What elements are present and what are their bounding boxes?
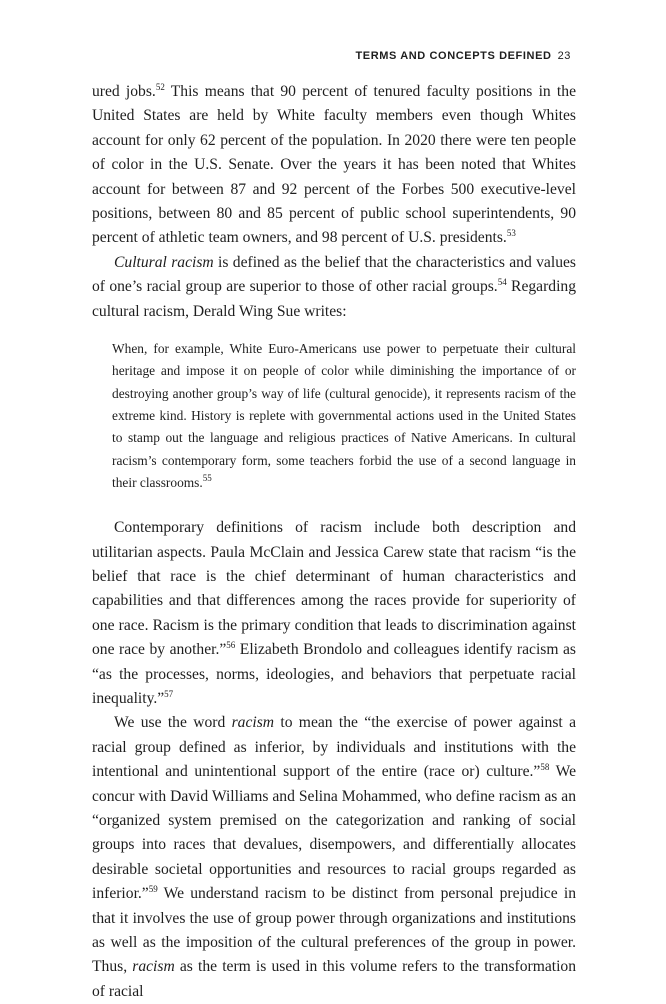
text-run: We concur with David Williams and Selina Mohammed, who define racism as an “organized system premised on the categorization and ranking of social groups into races that devalues, disempowers, and differentially allocates desirable societal opportunities and resources to racial groups regarded as inferior.” bbox=[92, 763, 576, 903]
text-run: Contemporary definitions of racism include both description and utilitarian aspects. Paula McClain and Jessica Carew state that racism “is the belief that race is the chief determinant of human characteristics and capabilities and that differences among the races provide for superiority of one race. Racism is the primary condition that leads to discrimination against one race by another.” bbox=[92, 519, 576, 659]
quote-text: When, for example, White Euro-Americans use power to perpetuate their cultural heritage and impose it on people of color while diminishing the importance of or destroying another group’s way of life (cultural genocide), it represents racism of the extreme kind. History is replete with governmental actions used in the United States to stamp out the language and religious practices of Native Americans. In cultural racism’s contemporary form, some teachers forbid the use of a second language in their classrooms. bbox=[112, 341, 576, 490]
footnote-ref-52: 52 bbox=[155, 82, 165, 92]
footnote-ref-53: 53 bbox=[506, 228, 516, 239]
text-run: as the term is used in this volume refers to the transformation of racial bbox=[92, 958, 577, 1000]
footnote-ref-59: 59 bbox=[148, 884, 158, 895]
paragraph-racism-usage bbox=[92, 711, 576, 1004]
paragraph-continued bbox=[92, 80, 576, 251]
text-run: to mean the “the exercise of power against a racial group defined as inferior, by individuals and institutions with the intentional and unintentional support of the entire (race or) culture.” bbox=[92, 714, 576, 781]
text-run: is defined as the belief that the characteristics and values of one’s racial group are superior to those of other racial groups. bbox=[92, 253, 576, 296]
page-body bbox=[92, 80, 576, 1004]
footnote-ref-57: 57 bbox=[164, 688, 174, 699]
text-run: Elizabeth Brondolo and colleagues identify racism as “as the processes, norms, ideologies, and behaviors that perpetuate racial inequality.” bbox=[92, 641, 576, 707]
page-number: 23 bbox=[557, 50, 571, 62]
term-racism: racism bbox=[231, 714, 275, 732]
paragraph-definitions bbox=[92, 516, 576, 711]
paragraph-cultural-racism bbox=[92, 251, 576, 324]
footnote-ref-55: 55 bbox=[202, 472, 212, 483]
footnote-ref-56: 56 bbox=[226, 640, 236, 651]
running-head bbox=[355, 50, 571, 62]
text-run: Regarding cultural racism, Derald Wing Sue writes: bbox=[92, 278, 577, 320]
footnote-ref-54: 54 bbox=[497, 277, 507, 288]
term-cultural-racism: Cultural racism bbox=[114, 253, 214, 271]
text-run: We understand racism to be distinct from personal prejudice in that it involves the use of group power through organizations and institutions as well as the imposition of the cultural preferences of the group in power. Thus, bbox=[92, 885, 576, 976]
running-title: TERMS AND CONCEPTS DEFINED bbox=[355, 50, 552, 62]
text-run: We use the word bbox=[114, 714, 232, 732]
footnote-ref-58: 58 bbox=[540, 762, 550, 773]
term-racism: racism bbox=[132, 958, 175, 976]
block-quote bbox=[112, 338, 576, 494]
text-run: ured jobs. bbox=[92, 83, 156, 100]
text-run: This means that 90 percent of tenured faculty positions in the United States are held by White faculty members even though Whites account for only 62 percent of the population. In 2020 there were ten people of color in the U.S. Senate. Over the years it has been noted that Whites account for between 87 and 92 percent of the Forbes 500 executive-level positions, between 80 and 85 percent of public school superintendents, 90 percent of athletic team owners, and 98 percent of U.S. presidents. bbox=[92, 83, 576, 247]
